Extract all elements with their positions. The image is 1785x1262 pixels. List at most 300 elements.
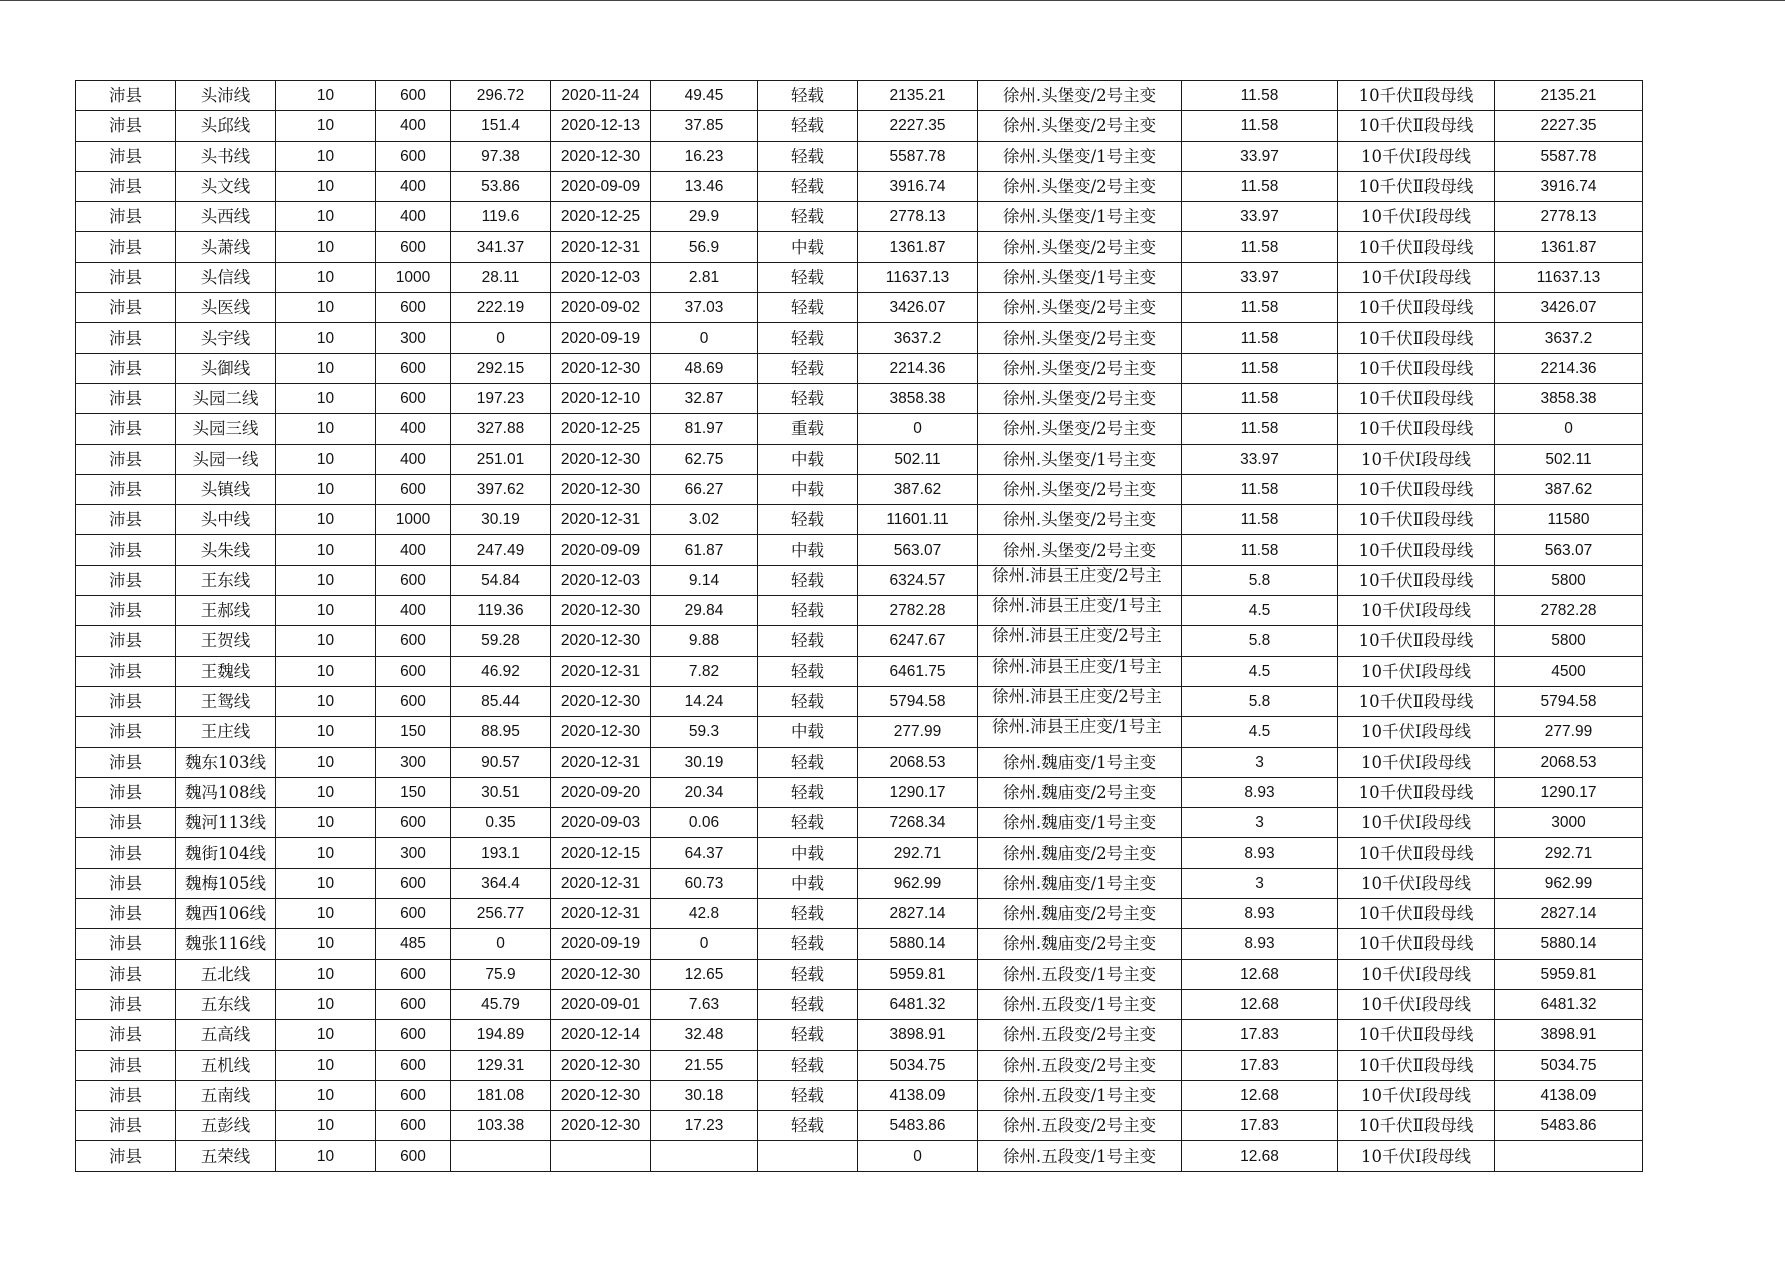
load-status-cell: 轻载 [758, 777, 858, 807]
final-capacity-cell: 3000 [1495, 808, 1643, 838]
final-capacity-cell: 2227.35 [1495, 111, 1643, 141]
load-status-cell: 轻载 [758, 565, 858, 595]
county-cell: 沛县 [76, 596, 176, 626]
capacity-cell: 600 [376, 1080, 451, 1110]
transformer-capacity-cell: 17.83 [1182, 1050, 1338, 1080]
line-name-cell: 五东线 [176, 989, 276, 1019]
table-row [76, 323, 1643, 353]
load-rate-cell: 16.23 [651, 141, 758, 171]
county-cell: 沛县 [76, 1080, 176, 1110]
voltage-cell: 10 [276, 989, 376, 1019]
voltage-cell: 10 [276, 262, 376, 292]
county-cell: 沛县 [76, 141, 176, 171]
max-current-cell: 397.62 [451, 474, 551, 504]
bus-section-cell: 10千伏Ⅱ段母线 [1338, 899, 1495, 929]
bus-section-cell: 10千伏Ⅰ段母线 [1338, 808, 1495, 838]
load-rate-cell: 30.18 [651, 1080, 758, 1110]
date-cell: 2020-12-31 [551, 899, 651, 929]
bus-section-cell: 10千伏Ⅱ段母线 [1338, 383, 1495, 413]
table-row [76, 1111, 1643, 1141]
county-cell: 沛县 [76, 535, 176, 565]
substation-transformer-cell: 徐州.魏庙变/2号主变 [978, 777, 1182, 807]
county-cell: 沛县 [76, 505, 176, 535]
date-cell: 2020-09-19 [551, 929, 651, 959]
final-capacity-cell: 5959.81 [1495, 959, 1643, 989]
line-name-cell: 头萧线 [176, 232, 276, 262]
bus-section-cell: 10千伏Ⅰ段母线 [1338, 868, 1495, 898]
date-cell: 2020-12-30 [551, 959, 651, 989]
capacity-cell: 600 [376, 293, 451, 323]
substation-transformer-cell: 徐州.头堡变/2号主变 [978, 81, 1182, 111]
voltage-cell: 10 [276, 414, 376, 444]
bus-section-cell: 10千伏Ⅱ段母线 [1338, 1020, 1495, 1050]
max-current-cell: 97.38 [451, 141, 551, 171]
bus-section-cell: 10千伏Ⅰ段母线 [1338, 747, 1495, 777]
line-name-cell: 王庄线 [176, 717, 276, 747]
final-capacity-cell: 2782.28 [1495, 596, 1643, 626]
available-capacity-cell: 3637.2 [858, 323, 978, 353]
capacity-cell: 600 [376, 1050, 451, 1080]
date-cell: 2020-09-02 [551, 293, 651, 323]
table-row [76, 626, 1643, 656]
county-cell: 沛县 [76, 656, 176, 686]
bus-section-cell: 10千伏Ⅰ段母线 [1338, 656, 1495, 686]
table-row [76, 808, 1643, 838]
transformer-capacity-cell: 11.58 [1182, 293, 1338, 323]
available-capacity-cell: 0 [858, 1141, 978, 1171]
voltage-cell: 10 [276, 1020, 376, 1050]
max-current-cell: 85.44 [451, 686, 551, 716]
load-status-cell: 中载 [758, 868, 858, 898]
county-cell: 沛县 [76, 262, 176, 292]
date-cell: 2020-12-30 [551, 717, 651, 747]
available-capacity-cell: 5034.75 [858, 1050, 978, 1080]
load-status-cell [758, 1141, 858, 1171]
transformer-capacity-cell: 8.93 [1182, 777, 1338, 807]
table-row [76, 535, 1643, 565]
max-current-cell: 247.49 [451, 535, 551, 565]
line-name-cell: 头园三线 [176, 414, 276, 444]
load-status-cell: 轻载 [758, 111, 858, 141]
load-rate-cell: 56.9 [651, 232, 758, 262]
transformer-capacity-cell: 33.97 [1182, 444, 1338, 474]
final-capacity-cell: 502.11 [1495, 444, 1643, 474]
table-row [76, 383, 1643, 413]
max-current-cell: 341.37 [451, 232, 551, 262]
load-rate-cell: 48.69 [651, 353, 758, 383]
load-rate-cell: 7.63 [651, 989, 758, 1019]
available-capacity-cell: 277.99 [858, 717, 978, 747]
transformer-capacity-cell: 3 [1182, 747, 1338, 777]
substation-transformer-cell: 徐州.魏庙变/1号主变 [978, 747, 1182, 777]
load-rate-cell: 32.87 [651, 383, 758, 413]
available-capacity-cell: 962.99 [858, 868, 978, 898]
voltage-cell: 10 [276, 1050, 376, 1080]
transformer-capacity-cell: 33.97 [1182, 141, 1338, 171]
date-cell: 2020-12-15 [551, 838, 651, 868]
load-status-cell: 轻载 [758, 929, 858, 959]
load-rate-cell: 59.3 [651, 717, 758, 747]
capacity-cell: 600 [376, 1141, 451, 1171]
date-cell: 2020-12-30 [551, 1080, 651, 1110]
load-rate-cell: 17.23 [651, 1111, 758, 1141]
line-name-cell: 五荣线 [176, 1141, 276, 1171]
voltage-cell: 10 [276, 535, 376, 565]
max-current-cell: 119.6 [451, 202, 551, 232]
substation-transformer-cell: 徐州.魏庙变/1号主变 [978, 868, 1182, 898]
bus-section-cell: 10千伏Ⅱ段母线 [1338, 1050, 1495, 1080]
date-cell: 2020-12-13 [551, 111, 651, 141]
bus-section-cell: 10千伏Ⅱ段母线 [1338, 838, 1495, 868]
capacity-cell: 600 [376, 808, 451, 838]
transformer-capacity-cell: 11.58 [1182, 505, 1338, 535]
capacity-cell: 400 [376, 596, 451, 626]
load-status-cell: 轻载 [758, 959, 858, 989]
max-current-cell: 256.77 [451, 899, 551, 929]
bus-section-cell: 10千伏Ⅱ段母线 [1338, 111, 1495, 141]
load-rate-cell: 37.85 [651, 111, 758, 141]
capacity-cell: 600 [376, 899, 451, 929]
line-name-cell: 王魏线 [176, 656, 276, 686]
line-name-cell: 五南线 [176, 1080, 276, 1110]
max-current-cell: 151.4 [451, 111, 551, 141]
cell-text: 徐州.沛县王庄变/1号主 [992, 656, 1162, 676]
date-cell [551, 1141, 651, 1171]
county-cell: 沛县 [76, 777, 176, 807]
load-status-cell: 轻载 [758, 262, 858, 292]
available-capacity-cell: 3858.38 [858, 383, 978, 413]
bus-section-cell: 10千伏Ⅱ段母线 [1338, 626, 1495, 656]
voltage-cell: 10 [276, 1141, 376, 1171]
load-status-cell: 轻载 [758, 747, 858, 777]
substation-transformer-cell: 徐州.头堡变/2号主变 [978, 535, 1182, 565]
capacity-cell: 600 [376, 1020, 451, 1050]
bus-section-cell: 10千伏Ⅱ段母线 [1338, 565, 1495, 595]
substation-transformer-cell: 徐州.头堡变/2号主变 [978, 383, 1182, 413]
date-cell: 2020-09-09 [551, 535, 651, 565]
load-rate-cell: 60.73 [651, 868, 758, 898]
final-capacity-cell: 2214.36 [1495, 353, 1643, 383]
substation-transformer-cell: 徐州.魏庙变/2号主变 [978, 929, 1182, 959]
bus-section-cell: 10千伏Ⅰ段母线 [1338, 596, 1495, 626]
final-capacity-cell: 292.71 [1495, 838, 1643, 868]
transformer-capacity-cell: 17.83 [1182, 1111, 1338, 1141]
date-cell: 2020-12-31 [551, 232, 651, 262]
load-rate-cell: 64.37 [651, 838, 758, 868]
final-capacity-cell: 563.07 [1495, 535, 1643, 565]
substation-transformer-cell: 徐州.五段变/2号主变 [978, 1111, 1182, 1141]
available-capacity-cell: 3426.07 [858, 293, 978, 323]
county-cell: 沛县 [76, 868, 176, 898]
bus-section-cell: 10千伏Ⅰ段母线 [1338, 141, 1495, 171]
county-cell: 沛县 [76, 808, 176, 838]
transformer-capacity-cell: 5.8 [1182, 686, 1338, 716]
available-capacity-cell: 2778.13 [858, 202, 978, 232]
date-cell: 2020-12-30 [551, 1111, 651, 1141]
max-current-cell: 193.1 [451, 838, 551, 868]
load-rate-cell: 62.75 [651, 444, 758, 474]
voltage-cell: 10 [276, 353, 376, 383]
load-status-cell: 轻载 [758, 383, 858, 413]
bus-section-cell: 10千伏Ⅰ段母线 [1338, 989, 1495, 1019]
substation-transformer-cell: 徐州.头堡变/2号主变 [978, 171, 1182, 201]
bus-section-cell: 10千伏Ⅰ段母线 [1338, 1141, 1495, 1171]
final-capacity-cell: 5483.86 [1495, 1111, 1643, 1141]
voltage-cell: 10 [276, 171, 376, 201]
date-cell: 2020-12-14 [551, 1020, 651, 1050]
max-current-cell: 0 [451, 929, 551, 959]
max-current-cell [451, 1141, 551, 1171]
county-cell: 沛县 [76, 474, 176, 504]
max-current-cell: 296.72 [451, 81, 551, 111]
available-capacity-cell: 5483.86 [858, 1111, 978, 1141]
feeder-load-table [75, 80, 1643, 1172]
table-row [76, 111, 1643, 141]
line-name-cell: 头朱线 [176, 535, 276, 565]
final-capacity-cell [1495, 1141, 1643, 1171]
substation-transformer-cell: 徐州.魏庙变/1号主变 [978, 808, 1182, 838]
county-cell: 沛县 [76, 444, 176, 474]
date-cell: 2020-09-20 [551, 777, 651, 807]
final-capacity-cell: 11580 [1495, 505, 1643, 535]
capacity-cell: 600 [376, 232, 451, 262]
max-current-cell: 88.95 [451, 717, 551, 747]
load-rate-cell: 20.34 [651, 777, 758, 807]
load-rate-cell: 21.55 [651, 1050, 758, 1080]
county-cell: 沛县 [76, 414, 176, 444]
line-name-cell: 魏西106线 [176, 899, 276, 929]
line-name-cell: 头信线 [176, 262, 276, 292]
table-row [76, 929, 1643, 959]
capacity-cell: 600 [376, 959, 451, 989]
transformer-capacity-cell: 4.5 [1182, 717, 1338, 747]
final-capacity-cell: 0 [1495, 414, 1643, 444]
county-cell: 沛县 [76, 565, 176, 595]
capacity-cell: 600 [376, 868, 451, 898]
final-capacity-cell: 3426.07 [1495, 293, 1643, 323]
date-cell: 2020-12-30 [551, 353, 651, 383]
capacity-cell: 600 [376, 81, 451, 111]
available-capacity-cell: 5587.78 [858, 141, 978, 171]
final-capacity-cell: 3858.38 [1495, 383, 1643, 413]
transformer-capacity-cell: 33.97 [1182, 202, 1338, 232]
max-current-cell: 59.28 [451, 626, 551, 656]
final-capacity-cell: 4138.09 [1495, 1080, 1643, 1110]
table-row [76, 959, 1643, 989]
line-name-cell: 五机线 [176, 1050, 276, 1080]
final-capacity-cell: 4500 [1495, 656, 1643, 686]
max-current-cell: 0.35 [451, 808, 551, 838]
load-status-cell: 轻载 [758, 293, 858, 323]
bus-section-cell: 10千伏Ⅰ段母线 [1338, 202, 1495, 232]
transformer-capacity-cell: 12.68 [1182, 959, 1338, 989]
load-rate-cell: 14.24 [651, 686, 758, 716]
load-status-cell: 中载 [758, 838, 858, 868]
table-row [76, 656, 1643, 686]
available-capacity-cell: 11601.11 [858, 505, 978, 535]
bus-section-cell: 10千伏Ⅰ段母线 [1338, 1080, 1495, 1110]
table-row [76, 262, 1643, 292]
date-cell: 2020-12-30 [551, 444, 651, 474]
final-capacity-cell: 5800 [1495, 565, 1643, 595]
bus-section-cell: 10千伏Ⅱ段母线 [1338, 323, 1495, 353]
capacity-cell: 485 [376, 929, 451, 959]
capacity-cell: 300 [376, 838, 451, 868]
table-row [76, 868, 1643, 898]
voltage-cell: 10 [276, 293, 376, 323]
voltage-cell: 10 [276, 111, 376, 141]
county-cell: 沛县 [76, 383, 176, 413]
available-capacity-cell: 6324.57 [858, 565, 978, 595]
load-rate-cell: 61.87 [651, 535, 758, 565]
voltage-cell: 10 [276, 626, 376, 656]
county-cell: 沛县 [76, 293, 176, 323]
final-capacity-cell: 6481.32 [1495, 989, 1643, 1019]
max-current-cell: 0 [451, 323, 551, 353]
load-rate-cell: 29.84 [651, 596, 758, 626]
capacity-cell: 600 [376, 626, 451, 656]
capacity-cell: 300 [376, 323, 451, 353]
line-name-cell: 王鸳线 [176, 686, 276, 716]
line-name-cell: 头西线 [176, 202, 276, 232]
cell-text: 徐州.沛县王庄变/2号主 [992, 565, 1162, 585]
final-capacity-cell: 11637.13 [1495, 262, 1643, 292]
county-cell: 沛县 [76, 202, 176, 232]
substation-transformer-cell: 徐州.头堡变/2号主变 [978, 505, 1182, 535]
table-row [76, 414, 1643, 444]
load-rate-cell: 29.9 [651, 202, 758, 232]
bus-section-cell: 10千伏Ⅱ段母线 [1338, 474, 1495, 504]
table-body [76, 81, 1643, 1172]
capacity-cell: 400 [376, 111, 451, 141]
substation-transformer-cell: 徐州.头堡变/1号主变 [978, 262, 1182, 292]
line-name-cell: 头园二线 [176, 383, 276, 413]
voltage-cell: 10 [276, 232, 376, 262]
available-capacity-cell: 4138.09 [858, 1080, 978, 1110]
voltage-cell: 10 [276, 1080, 376, 1110]
line-name-cell: 头御线 [176, 353, 276, 383]
substation-transformer-cell [978, 596, 1182, 626]
available-capacity-cell: 2135.21 [858, 81, 978, 111]
transformer-capacity-cell: 17.83 [1182, 1020, 1338, 1050]
date-cell: 2020-12-30 [551, 626, 651, 656]
table-row [76, 1020, 1643, 1050]
table-row [76, 1080, 1643, 1110]
available-capacity-cell: 3898.91 [858, 1020, 978, 1050]
top-rule [0, 0, 1785, 1]
table-row [76, 747, 1643, 777]
county-cell: 沛县 [76, 626, 176, 656]
date-cell: 2020-12-30 [551, 1050, 651, 1080]
bus-section-cell: 10千伏Ⅱ段母线 [1338, 414, 1495, 444]
max-current-cell: 251.01 [451, 444, 551, 474]
line-name-cell: 魏街104线 [176, 838, 276, 868]
final-capacity-cell: 5794.58 [1495, 686, 1643, 716]
voltage-cell: 10 [276, 202, 376, 232]
line-name-cell: 王贺线 [176, 626, 276, 656]
county-cell: 沛县 [76, 686, 176, 716]
date-cell: 2020-12-03 [551, 565, 651, 595]
load-status-cell: 轻载 [758, 505, 858, 535]
available-capacity-cell: 1290.17 [858, 777, 978, 807]
final-capacity-cell: 1290.17 [1495, 777, 1643, 807]
load-status-cell: 中载 [758, 535, 858, 565]
load-rate-cell: 3.02 [651, 505, 758, 535]
date-cell: 2020-12-31 [551, 656, 651, 686]
date-cell: 2020-12-10 [551, 383, 651, 413]
load-status-cell: 轻载 [758, 171, 858, 201]
county-cell: 沛县 [76, 747, 176, 777]
available-capacity-cell: 2827.14 [858, 899, 978, 929]
table-row [76, 777, 1643, 807]
max-current-cell: 103.38 [451, 1111, 551, 1141]
date-cell: 2020-09-19 [551, 323, 651, 353]
bus-section-cell: 10千伏Ⅰ段母线 [1338, 959, 1495, 989]
date-cell: 2020-12-31 [551, 747, 651, 777]
line-name-cell: 五北线 [176, 959, 276, 989]
load-status-cell: 重载 [758, 414, 858, 444]
voltage-cell: 10 [276, 444, 376, 474]
line-name-cell: 五彭线 [176, 1111, 276, 1141]
substation-transformer-cell: 徐州.头堡变/2号主变 [978, 353, 1182, 383]
substation-transformer-cell [978, 626, 1182, 656]
load-rate-cell: 0.06 [651, 808, 758, 838]
final-capacity-cell: 962.99 [1495, 868, 1643, 898]
final-capacity-cell: 2135.21 [1495, 81, 1643, 111]
table-row [76, 171, 1643, 201]
county-cell: 沛县 [76, 929, 176, 959]
substation-transformer-cell: 徐州.头堡变/2号主变 [978, 323, 1182, 353]
load-status-cell: 轻载 [758, 686, 858, 716]
bus-section-cell: 10千伏Ⅰ段母线 [1338, 262, 1495, 292]
bus-section-cell: 10千伏Ⅱ段母线 [1338, 686, 1495, 716]
load-status-cell: 中载 [758, 474, 858, 504]
max-current-cell: 222.19 [451, 293, 551, 323]
capacity-cell: 150 [376, 717, 451, 747]
voltage-cell: 10 [276, 777, 376, 807]
load-status-cell: 轻载 [758, 323, 858, 353]
final-capacity-cell: 2827.14 [1495, 899, 1643, 929]
max-current-cell: 53.86 [451, 171, 551, 201]
county-cell: 沛县 [76, 111, 176, 141]
capacity-cell: 600 [376, 383, 451, 413]
capacity-cell: 600 [376, 141, 451, 171]
bus-section-cell: 10千伏Ⅱ段母线 [1338, 1111, 1495, 1141]
load-status-cell: 轻载 [758, 141, 858, 171]
substation-transformer-cell: 徐州.魏庙变/2号主变 [978, 838, 1182, 868]
date-cell: 2020-12-30 [551, 141, 651, 171]
max-current-cell: 364.4 [451, 868, 551, 898]
cell-text: 徐州.沛县王庄变/2号主 [992, 687, 1162, 707]
table-row [76, 596, 1643, 626]
county-cell: 沛县 [76, 717, 176, 747]
county-cell: 沛县 [76, 989, 176, 1019]
final-capacity-cell: 2778.13 [1495, 202, 1643, 232]
load-status-cell: 轻载 [758, 808, 858, 838]
max-current-cell: 197.23 [451, 383, 551, 413]
line-name-cell: 魏河113线 [176, 808, 276, 838]
table-row [76, 232, 1643, 262]
line-name-cell: 魏东103线 [176, 747, 276, 777]
transformer-capacity-cell: 3 [1182, 808, 1338, 838]
county-cell: 沛县 [76, 323, 176, 353]
county-cell: 沛县 [76, 959, 176, 989]
bus-section-cell: 10千伏Ⅱ段母线 [1338, 232, 1495, 262]
date-cell: 2020-12-03 [551, 262, 651, 292]
capacity-cell: 1000 [376, 505, 451, 535]
transformer-capacity-cell: 8.93 [1182, 929, 1338, 959]
capacity-cell: 600 [376, 565, 451, 595]
